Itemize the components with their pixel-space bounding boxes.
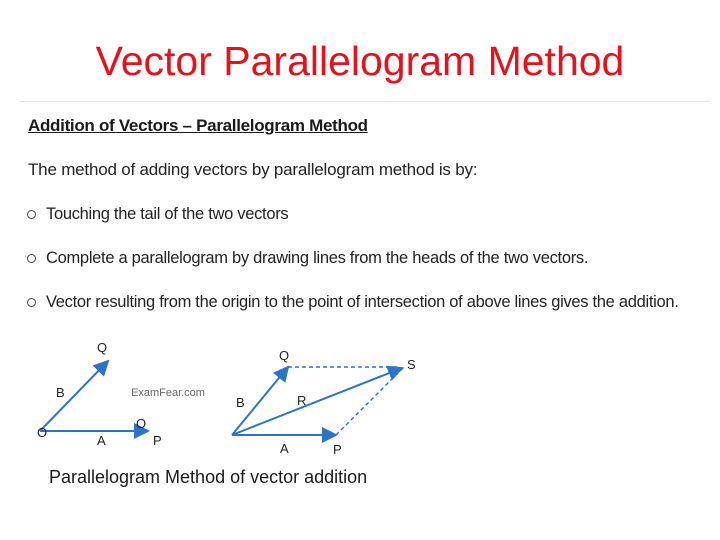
slide-title: Vector Parallelogram Method: [95, 38, 625, 84]
label-o: O: [37, 425, 48, 440]
bullet-text: Touching the tail of the two vectors: [46, 205, 289, 223]
label-a: A: [280, 441, 289, 456]
label-p: P: [333, 442, 342, 457]
label-a: A: [97, 433, 106, 448]
bullet-item: [26, 246, 679, 290]
bullet-text: Complete a parallelogram by drawing lines from the heads of the two vectors.: [46, 249, 589, 267]
label-s: S: [407, 357, 416, 372]
figure-intro-text: The method of adding vectors by parallelogram method is by:: [28, 160, 478, 179]
figure-heading: Addition of Vectors – Parallelogram Method: [28, 116, 368, 135]
label-r: R: [297, 393, 307, 408]
parallelogram-diagram: [232, 348, 416, 457]
label-q: Q: [97, 340, 108, 355]
figure-caption: Parallelogram Method of vector addition: [49, 467, 368, 487]
bullet-circle-icon: [27, 254, 36, 263]
watermark-text: ExamFear.com: [131, 387, 205, 399]
bullet-circle-icon: [27, 298, 36, 307]
label-q: Q: [279, 348, 290, 363]
label-b: B: [56, 385, 65, 400]
label-p: P: [153, 433, 162, 448]
bullet-list: [26, 202, 679, 334]
two-vector-diagram: [37, 340, 205, 448]
vector-q-arrow: [40, 361, 108, 431]
bullet-circle-icon: [27, 210, 36, 219]
label-o: O: [136, 416, 147, 431]
bullet-text: Vector resulting from the origin to the point of intersection of above lines gives the addition.: [46, 293, 679, 311]
figure-image: [20, 101, 710, 502]
resultant-r-arrow: [232, 368, 402, 435]
label-b: B: [236, 395, 245, 410]
bullet-item: [26, 202, 679, 246]
dashed-side-p-s: [336, 367, 404, 435]
vector-diagram: [20, 327, 710, 467]
